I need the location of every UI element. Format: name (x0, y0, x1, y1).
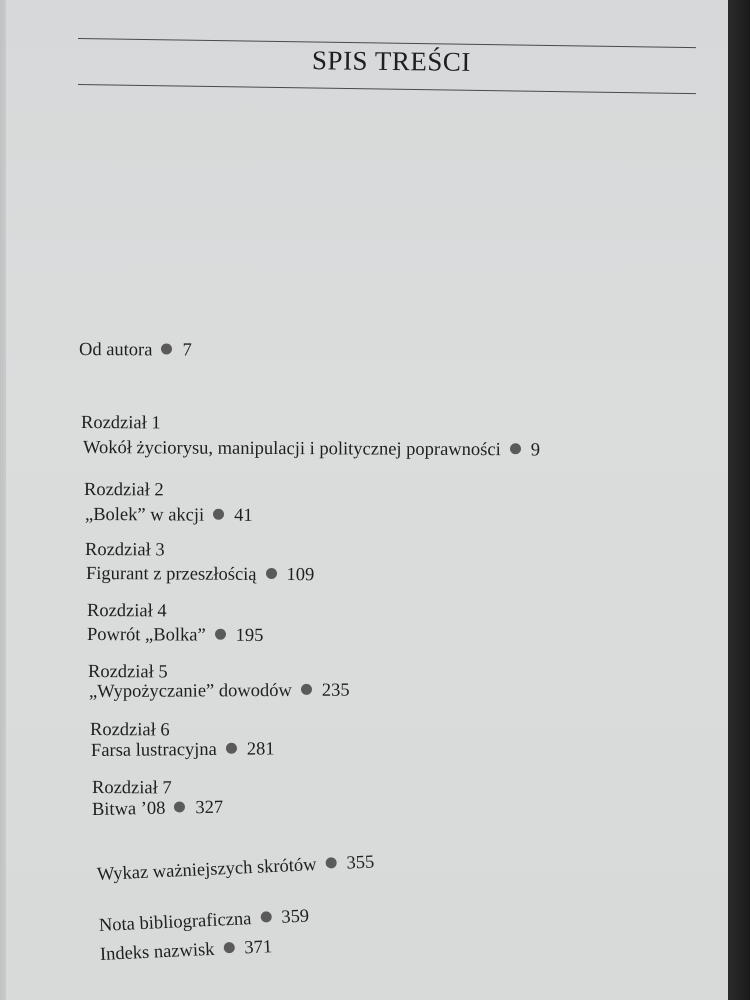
chapter-heading-2: Rozdział 2 (83, 480, 164, 501)
entry-title: Bitwa ’08 (91, 798, 166, 820)
bullet-icon (266, 568, 277, 579)
toc-entry-ch4 (87, 625, 264, 647)
bullet-icon (215, 629, 226, 640)
entry-title: Figurant z przeszłością (85, 564, 257, 585)
bullet-icon (226, 743, 237, 754)
entry-label: Wykaz ważniejszych skrótów (96, 855, 317, 885)
entry-title: Powrót „Bolka” (86, 625, 206, 646)
page-number: 7 (182, 340, 192, 361)
toc-entry-ch6 (91, 739, 275, 762)
entry-title: „Bolek” w akcji (84, 505, 205, 526)
bullet-icon (213, 509, 224, 520)
bullet-icon (161, 343, 172, 354)
page-number: 371 (243, 937, 273, 959)
page-title: SPIS TREŚCI (311, 45, 471, 77)
entry-label: Od autora (78, 340, 153, 361)
entry-title: Farsa lustracyjna (90, 739, 217, 761)
bullet-icon (301, 684, 312, 695)
chapter-heading-6: Rozdział 6 (89, 720, 170, 741)
toc-entry-ch5 (89, 681, 350, 703)
page-number: 359 (280, 906, 310, 928)
chapter-heading-5: Rozdział 5 (87, 662, 168, 683)
page-number: 195 (235, 625, 264, 646)
bullet-icon (260, 911, 271, 922)
chapter-heading-1: Rozdział 1 (80, 413, 161, 434)
page-number: 235 (321, 680, 350, 701)
bullet-icon (223, 942, 234, 953)
chapter-heading-7: Rozdział 7 (91, 778, 172, 799)
bullet-icon (174, 801, 185, 812)
page-number: 9 (530, 440, 541, 461)
page-number: 41 (234, 505, 253, 526)
toc-entry-ch3 (86, 564, 314, 586)
chapter-heading-4: Rozdział 4 (86, 601, 167, 622)
page-number: 327 (195, 797, 224, 819)
page-number: 109 (286, 565, 315, 586)
entry-title: Wokół życiorysu, manipulacji i politycznej poprawności (82, 438, 501, 461)
bullet-icon (510, 443, 521, 454)
toc-entry-ch7 (92, 798, 224, 821)
entry-label: Nota bibliograficzna (98, 909, 252, 936)
bullet-icon (325, 857, 336, 868)
entry-title: „Wypożyczanie” dowodów (88, 680, 292, 702)
toc-entry-ch2 (85, 505, 253, 527)
toc-entry-preface (79, 340, 192, 362)
entry-label: Indeks nazwisk (99, 939, 215, 965)
page-number: 355 (346, 852, 375, 874)
toc-entry-ch1 (83, 438, 540, 461)
page-number: 281 (246, 739, 275, 760)
book-cover-edge (728, 0, 750, 1000)
chapter-heading-3: Rozdział 3 (84, 540, 165, 561)
